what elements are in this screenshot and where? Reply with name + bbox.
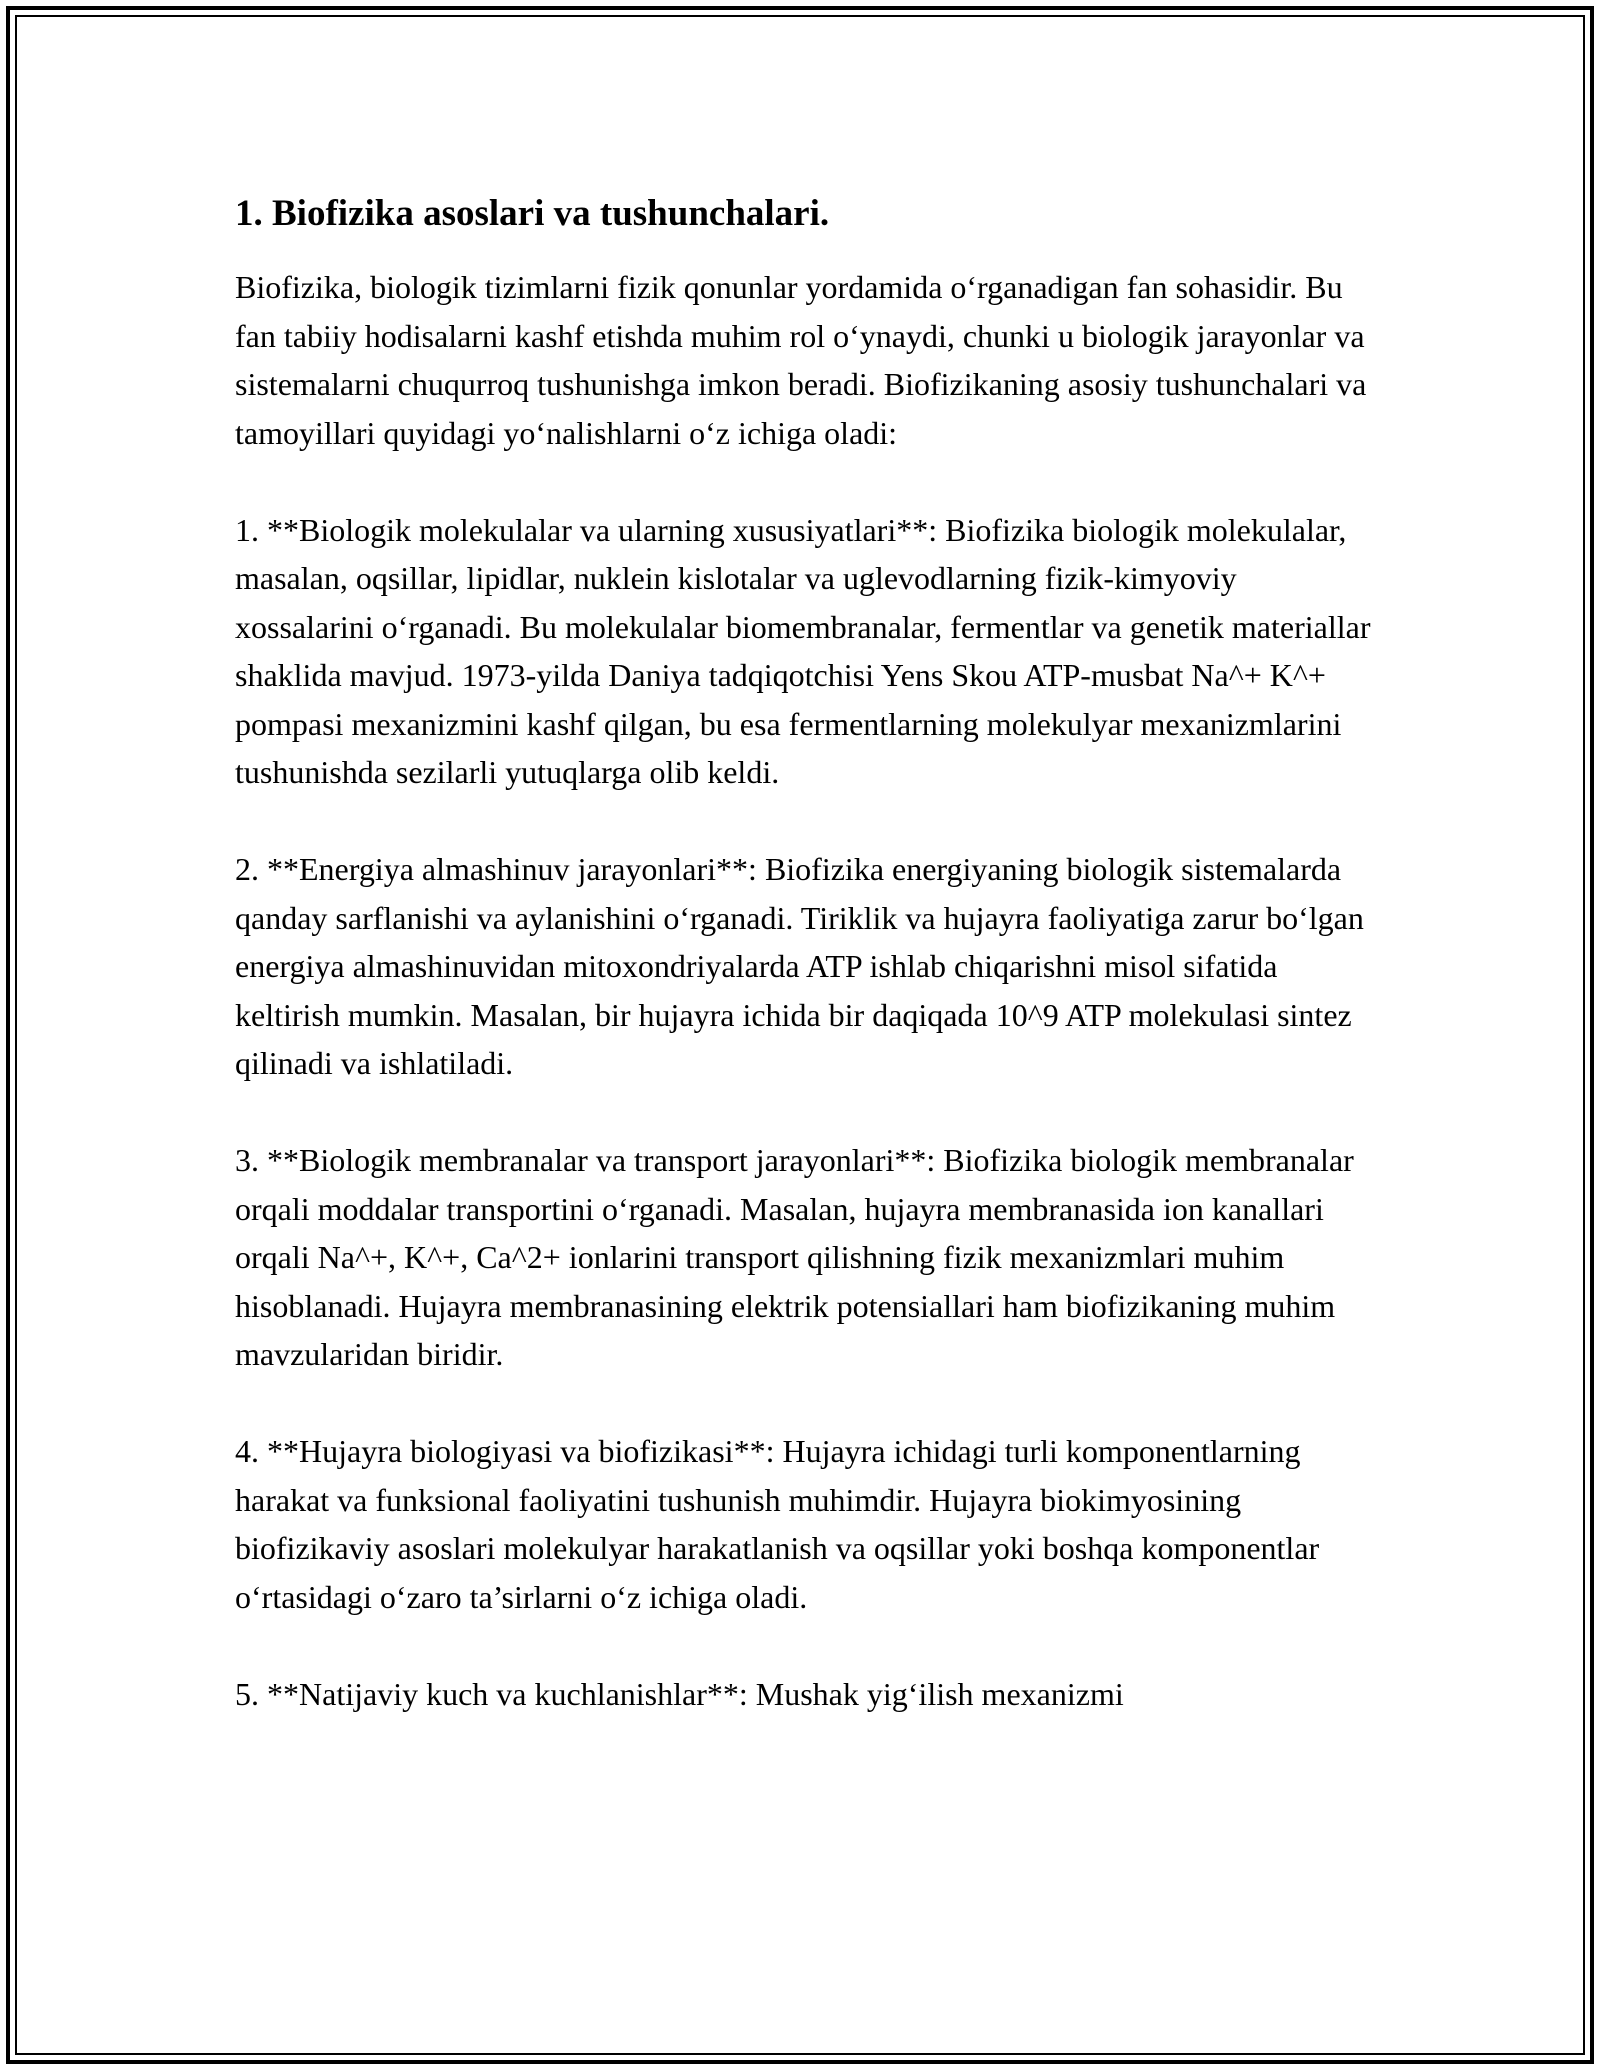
document-body (235, 190, 1375, 1767)
paragraph-item-2: 2. **Energiya almashinuv jarayonlari**: Biofizika energiyaning biologik sistemalarda qanday sarflanishi va aylanishini o‘rganadi. Tiriklik va hujayra faoliyatiga zarur bo‘lgan energiya almashinuvidan mitoxondriyalarda ATP ishlab chiqarishni misol sifatida keltirish mumkin. Masalan, bir hujayra ichida bir daqiqada 10^9 ATP molekulasi sintez qilinadi va ishlatiladi. (235, 851, 1364, 1081)
document-title: 1. Biofizika asoslari va tushunchalari. (235, 193, 830, 234)
paragraph-item-3: 3. **Biologik membranalar va transport jarayonlari**: Biofizika biologik membranalar orqali moddalar transportini o‘rganadi. Masalan, hujayra membranasida ion kanallari orqali Na^+, K^+, Ca^2+ ionlarini transport qilishning fizik mexanizmlari muhim hisoblanadi. Hujayra membranasining elektrik potensiallari ham biofizikaning muhim mavzularidan biridir. (235, 1142, 1354, 1372)
intro-paragraph: Biofizika, biologik tizimlarni fizik qonunlar yordamida o‘rganadigan fan sohasidir. Bu fan tabiiy hodisalarni kashf etishda muhim rol o‘ynaydi, chunki u biologik jarayonlar va sistemalarni chuqurroq tushunishga imkon beradi. Biofizikaning asosiy tushunchalari va tamoyillari quyidagi yo‘nalishlarni o‘z ichiga oladi: (235, 269, 1367, 451)
paragraph-item-4: 4. **Hujayra biologiyasi va biofizikasi**: Hujayra ichidagi turli komponentlarning harakat va funksional faoliyatini tushunish muhimdir. Hujayra biokimyosining biofizikaviy asoslari molekulyar harakatlanish va oqsillar yoki boshqa komponentlar o‘rtasidagi o‘zaro ta’sirlarni o‘z ichiga oladi. (235, 1433, 1320, 1615)
paragraph-item-5: 5. **Natijaviy kuch va kuchlanishlar**: Mushak yig‘ilish mexanizmi (235, 1675, 1124, 1712)
paragraph-item-1: 1. **Biologik molekulalar va ularning xususiyatlari**: Biofizika biologik molekulalar, masalan, oqsillar, lipidlar, nuklein kislotalar va uglevodlarning fizik-kimyoviy xossalarini o‘rganadi. Bu molekulalar biomembranalar, fermentlar va genetik materiallar shaklida mavjud. 1973-yilda Daniya tadqiqotchisi Yens Skou ATP-musbat Na^+ K^+ pompasi mexanizmini kashf qilgan, bu esa fermentlarning molekulyar mexanizmlarini tushunishda sezilarli yutuqlarga olib keldi. (235, 511, 1371, 790)
